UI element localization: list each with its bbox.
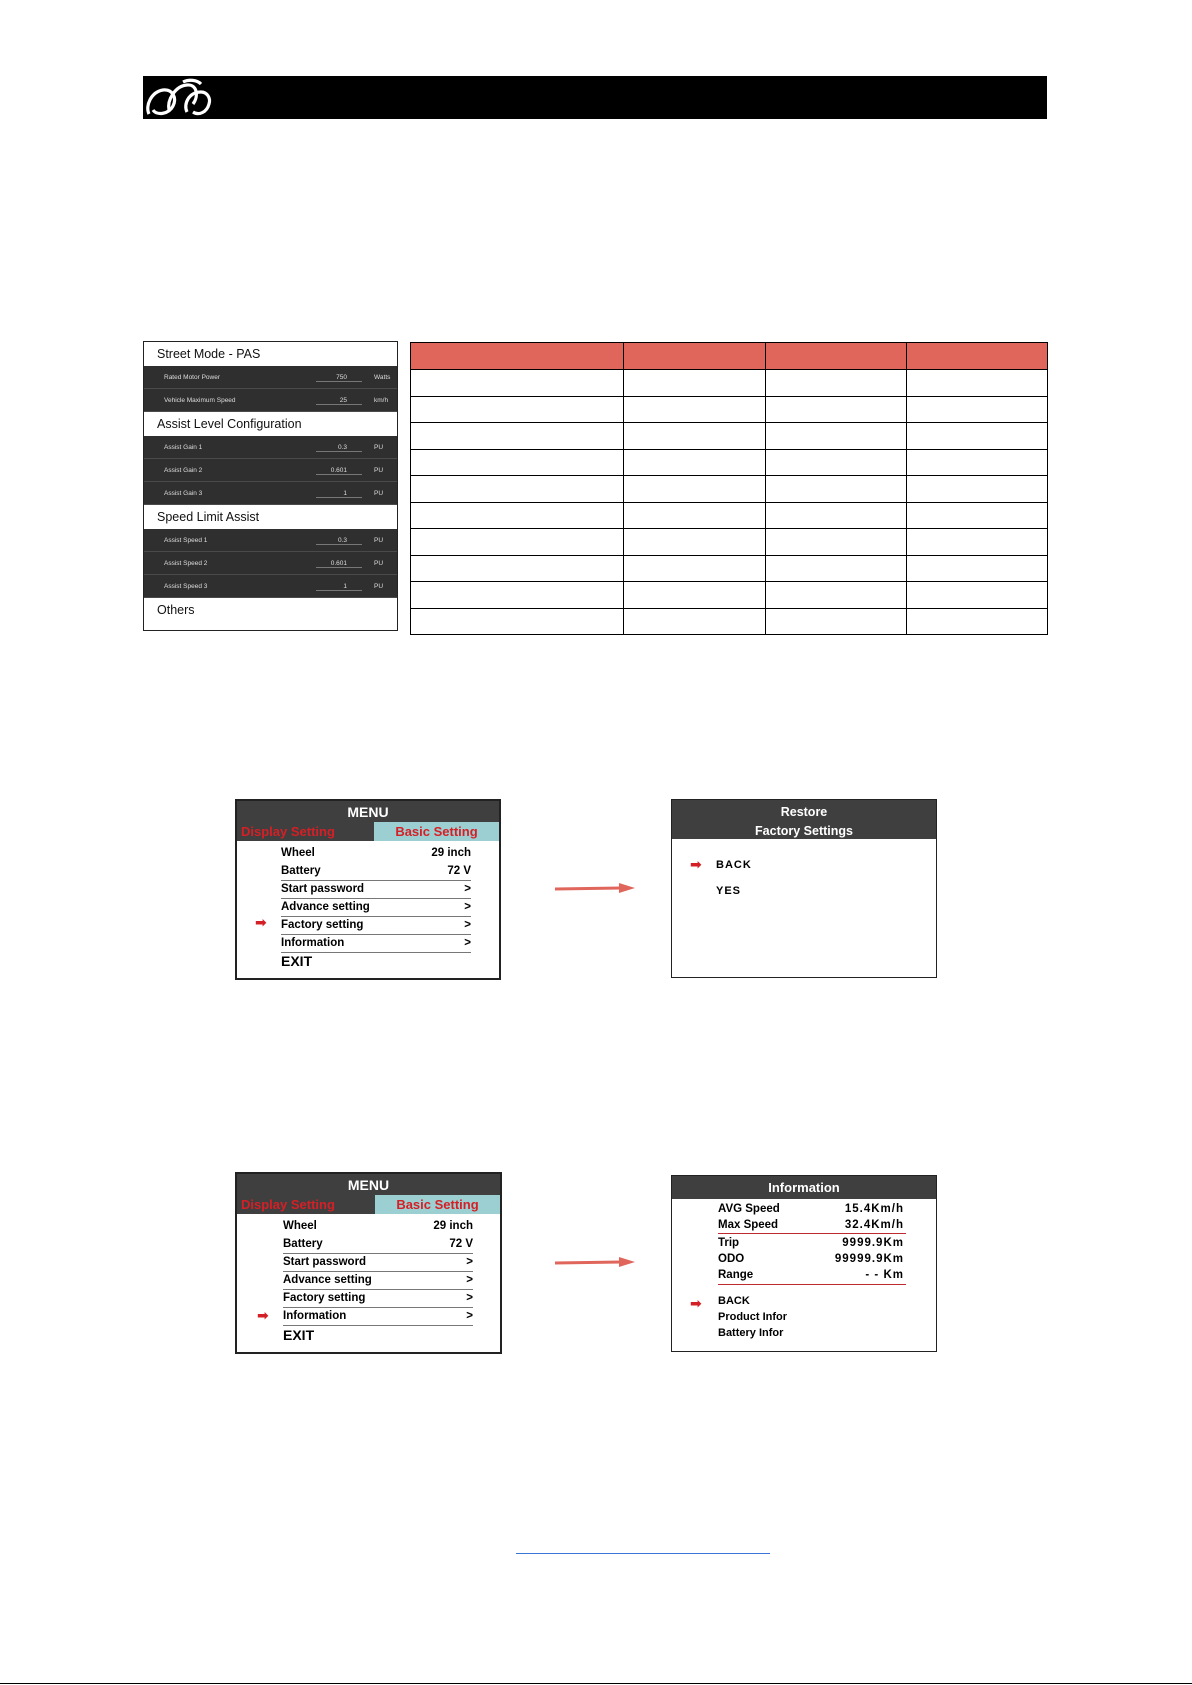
menu-item-value: 72 V	[447, 865, 471, 877]
setting-value[interactable]: 0.601	[330, 560, 347, 567]
table-cell	[411, 555, 624, 582]
table-header-cell	[411, 343, 624, 370]
yes-option[interactable]: YES	[716, 885, 742, 897]
setting-input-line[interactable]	[316, 474, 362, 475]
menu-item-label: Wheel	[281, 847, 315, 859]
table-cell	[624, 529, 766, 556]
menu-item[interactable]	[281, 899, 471, 917]
table-cell	[766, 555, 907, 582]
menu-item-label: Factory setting	[283, 1292, 366, 1304]
menu-item[interactable]	[283, 1272, 473, 1290]
table-cell	[624, 555, 766, 582]
table-cell	[766, 423, 907, 450]
table-cell	[411, 529, 624, 556]
info-row	[718, 1201, 906, 1217]
menu-item[interactable]	[281, 863, 471, 881]
table-cell	[411, 423, 624, 450]
table-header-cell	[624, 343, 766, 370]
menu-item[interactable]	[281, 881, 471, 899]
table-cell	[411, 502, 624, 529]
setting-input-line[interactable]	[316, 451, 362, 452]
table-cell	[907, 555, 1048, 582]
table-cell	[766, 529, 907, 556]
menu-item-value: >	[464, 883, 471, 895]
restore-title-line2: Factory Settings	[755, 824, 853, 838]
menu-item-label: Wheel	[283, 1220, 317, 1232]
table-row	[411, 582, 1048, 609]
exit-button[interactable]: EXIT	[281, 953, 313, 969]
flow-arrow-icon	[555, 882, 635, 896]
table-cell	[907, 396, 1048, 423]
footer-link-underline[interactable]	[516, 1553, 770, 1554]
menu-item-label: Advance setting	[283, 1274, 372, 1286]
cyc-logo-icon	[143, 76, 223, 119]
exit-button[interactable]: EXIT	[283, 1327, 315, 1343]
setting-input-line[interactable]	[316, 590, 362, 591]
menu-tabs	[237, 822, 499, 841]
tab-basic-setting[interactable]: Basic Setting	[375, 1195, 500, 1214]
table-header-cell	[766, 343, 907, 370]
menu-item-label: Factory setting	[281, 919, 364, 931]
info-value: 9999.9Km	[842, 1237, 904, 1249]
menu-item-value: >	[464, 937, 471, 949]
table-cell	[907, 423, 1048, 450]
right-arrow-icon: ➡	[690, 856, 702, 872]
setting-input-line[interactable]	[316, 497, 362, 498]
setting-unit: PU	[374, 490, 384, 497]
menu-tabs	[237, 1195, 500, 1214]
info-value: 99999.9Km	[834, 1253, 904, 1265]
table-cell	[907, 608, 1048, 635]
setting-value[interactable]: 750	[336, 374, 347, 381]
right-arrow-icon: ➡	[257, 1307, 269, 1323]
motor-settings-panel	[143, 341, 398, 631]
setting-value[interactable]: 25	[339, 397, 347, 404]
tab-display-setting[interactable]: Display Setting	[241, 824, 335, 839]
info-row	[718, 1267, 906, 1283]
menu-item-value: 29 inch	[433, 1220, 473, 1232]
info-label: AVG Speed	[718, 1203, 780, 1215]
menu-item-label: Advance setting	[281, 901, 370, 913]
table-cell	[624, 370, 766, 397]
table-cell	[411, 370, 624, 397]
settings-row	[144, 575, 397, 598]
settings-row	[144, 389, 397, 412]
setting-label: Assist Gain 2	[164, 467, 203, 474]
setting-input-line[interactable]	[316, 404, 362, 405]
information-screen	[671, 1175, 937, 1352]
product-infor-link[interactable]: Product Infor	[718, 1311, 788, 1323]
spec-table	[410, 342, 1048, 635]
table-cell	[766, 582, 907, 609]
table-cell	[907, 476, 1048, 503]
table-cell	[624, 476, 766, 503]
table-row	[411, 476, 1048, 503]
setting-label: Assist Gain 1	[164, 444, 203, 451]
right-arrow-icon: ➡	[690, 1295, 702, 1311]
menu-item-value: >	[466, 1292, 473, 1304]
menu-item-value: 72 V	[449, 1238, 473, 1250]
info-row	[718, 1251, 906, 1267]
table-cell	[624, 608, 766, 635]
menu-title: MENU	[237, 801, 499, 822]
table-cell	[624, 423, 766, 450]
table-cell	[411, 476, 624, 503]
info-value: 15.4Km/h	[844, 1203, 904, 1215]
setting-unit: PU	[374, 583, 384, 590]
info-row	[718, 1217, 906, 1233]
page-bottom-rule	[0, 1683, 1192, 1684]
menu-item[interactable]	[283, 1290, 473, 1308]
setting-input-line[interactable]	[316, 381, 362, 382]
settings-row	[144, 552, 397, 575]
table-cell	[907, 370, 1048, 397]
menu-item-label: Start password	[283, 1256, 367, 1268]
setting-input-line[interactable]	[316, 544, 362, 545]
setting-label: Assist Gain 3	[164, 490, 203, 497]
info-value: - - Km	[865, 1269, 904, 1281]
setting-unit: PU	[374, 467, 384, 474]
table-cell	[907, 582, 1048, 609]
battery-infor-link[interactable]: Battery Infor	[718, 1327, 784, 1339]
table-header-row	[411, 343, 1048, 370]
menu-item-value: >	[466, 1274, 473, 1286]
separator-line	[718, 1233, 906, 1234]
setting-label: Rated Motor Power	[164, 374, 220, 381]
setting-unit: PU	[374, 537, 384, 544]
setting-unit: PU	[374, 444, 384, 451]
header-bar	[143, 76, 1047, 119]
setting-unit: PU	[374, 560, 384, 567]
info-label: ODO	[718, 1253, 745, 1265]
table-row	[411, 396, 1048, 423]
setting-unit: Watts	[374, 374, 391, 381]
menu-item[interactable]	[283, 1308, 473, 1326]
right-arrow-icon: ➡	[255, 914, 267, 930]
setting-value[interactable]: 0.601	[330, 467, 347, 474]
table-row	[411, 529, 1048, 556]
table-cell	[624, 582, 766, 609]
tab-basic-setting[interactable]: Basic Setting	[374, 822, 499, 841]
table-cell	[624, 502, 766, 529]
table-cell	[411, 449, 624, 476]
menu-item-value: >	[466, 1256, 473, 1268]
info-row	[718, 1235, 906, 1251]
menu-item[interactable]	[283, 1236, 473, 1254]
menu-screen-factory	[235, 799, 501, 980]
table-row	[411, 555, 1048, 582]
settings-row	[144, 436, 397, 459]
table-cell	[411, 396, 624, 423]
menu-item-value: 29 inch	[431, 847, 471, 859]
setting-label: Assist Speed 1	[164, 537, 208, 544]
settings-row	[144, 459, 397, 482]
table-cell	[907, 449, 1048, 476]
table-cell	[766, 502, 907, 529]
menu-item-label: Battery	[283, 1238, 323, 1250]
setting-unit: km/h	[374, 397, 389, 404]
info-label: Max Speed	[718, 1219, 779, 1231]
table-cell	[411, 582, 624, 609]
back-option[interactable]: BACK	[718, 1295, 750, 1307]
menu-item[interactable]	[283, 1254, 473, 1272]
setting-value[interactable]: 0.3	[337, 537, 347, 544]
table-row	[411, 370, 1048, 397]
table-cell	[766, 449, 907, 476]
info-value: 32.4Km/h	[844, 1219, 904, 1231]
menu-item[interactable]	[283, 1218, 473, 1235]
table-row	[411, 608, 1048, 635]
settings-row	[144, 366, 397, 389]
settings-section-title: Assist Level Configuration	[144, 412, 397, 436]
menu-screen-information	[235, 1172, 502, 1354]
table-cell	[766, 608, 907, 635]
back-option[interactable]: BACK	[716, 859, 752, 871]
restore-dialog	[671, 799, 937, 978]
settings-section-title: Speed Limit Assist	[144, 505, 397, 529]
table-row	[411, 502, 1048, 529]
information-title: Information	[672, 1176, 936, 1199]
tab-display-setting[interactable]: Display Setting	[241, 1197, 335, 1212]
settings-section-title: Others	[144, 598, 397, 622]
table-cell	[907, 502, 1048, 529]
setting-value[interactable]: 1	[343, 583, 347, 590]
menu-item[interactable]	[281, 917, 471, 935]
settings-section-title: Street Mode - PAS	[144, 342, 397, 366]
menu-item[interactable]	[281, 845, 471, 862]
table-cell	[624, 396, 766, 423]
restore-dialog-title	[672, 800, 936, 839]
restore-title-line1: Restore	[780, 805, 828, 819]
settings-row	[144, 529, 397, 552]
info-label: Trip	[718, 1237, 740, 1249]
separator-line	[718, 1284, 906, 1285]
setting-label: Assist Speed 3	[164, 583, 208, 590]
menu-item-label: Information	[283, 1310, 347, 1322]
flow-arrow-icon	[555, 1256, 635, 1270]
menu-item-value: >	[464, 901, 471, 913]
info-label: Range	[718, 1269, 754, 1281]
setting-label: Assist Speed 2	[164, 560, 208, 567]
table-row	[411, 423, 1048, 450]
table-header-cell	[907, 343, 1048, 370]
menu-item-label: Battery	[281, 865, 321, 877]
setting-label: Vehicle Maximum Speed	[164, 397, 236, 404]
menu-title: MENU	[237, 1174, 500, 1195]
menu-item-value: >	[466, 1310, 473, 1322]
menu-item-value: >	[464, 919, 471, 931]
menu-item-label: Start password	[281, 883, 365, 895]
menu-item-label: Information	[281, 937, 345, 949]
table-row	[411, 449, 1048, 476]
setting-input-line[interactable]	[316, 567, 362, 568]
menu-item[interactable]	[281, 935, 471, 953]
table-cell	[766, 476, 907, 503]
table-cell	[907, 529, 1048, 556]
setting-value[interactable]: 0.3	[337, 444, 347, 451]
table-cell	[766, 396, 907, 423]
table-cell	[624, 449, 766, 476]
settings-row	[144, 482, 397, 505]
setting-value[interactable]: 1	[343, 490, 347, 497]
table-cell	[411, 608, 624, 635]
table-cell	[766, 370, 907, 397]
